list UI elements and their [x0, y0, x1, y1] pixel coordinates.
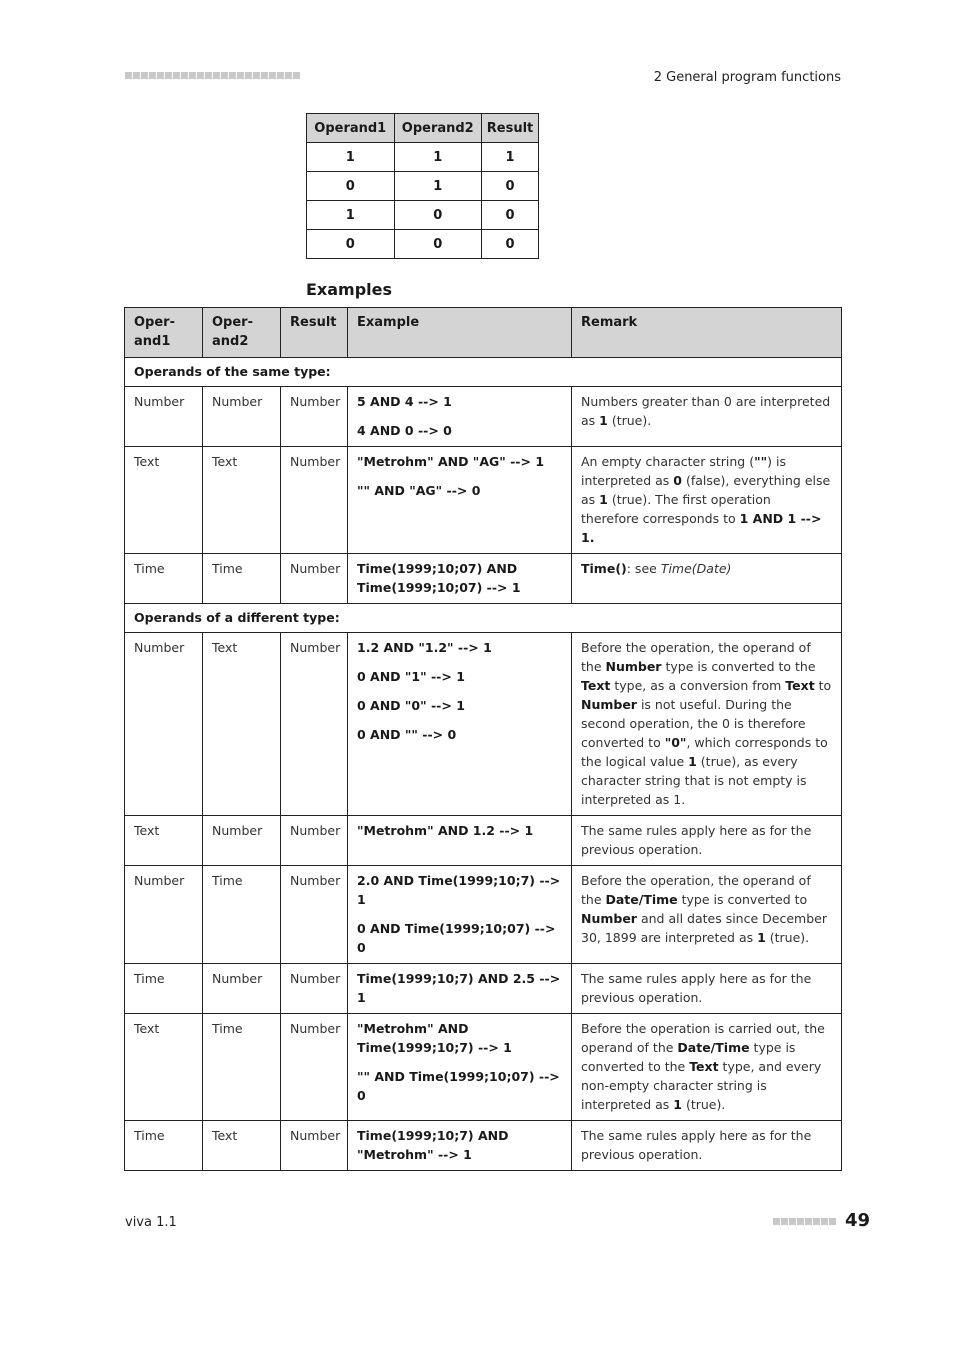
remark-text: Time(): [581, 561, 627, 576]
truth-row: [307, 201, 539, 230]
remark-text: 1: [757, 930, 766, 945]
remark-text: "0": [664, 735, 687, 750]
remark-text: type is converted to the: [581, 1040, 796, 1074]
section-row: [125, 358, 842, 387]
remark-text: , which corresponds to the logical value: [581, 735, 828, 769]
table-row: [125, 387, 842, 447]
col-header-remark: Remark: [572, 308, 842, 358]
truth-header-operand1: Operand1: [307, 114, 395, 143]
truth-cell: 1: [307, 201, 395, 230]
cell-remark: [572, 447, 842, 554]
cell-op1: Number: [125, 866, 203, 964]
decoration-square: [781, 1218, 788, 1225]
cell-example: [348, 1121, 572, 1171]
remark-text: Text: [689, 1059, 719, 1074]
cell-remark: [572, 816, 842, 866]
decoration-square: [125, 72, 132, 79]
remark-text: The same rules apply here as for the previous operation.: [581, 971, 812, 1005]
remark-text: is not useful. During the second operation, the 0 is therefore converted to: [581, 697, 806, 750]
remark-text: An empty character string (: [581, 454, 755, 469]
remark-text: type, and every non-empty character string is interpreted as: [581, 1059, 822, 1112]
example-expression: Time(1999;10;7) AND 2.5 --> 1: [357, 971, 561, 1005]
example-expression: "Metrohm" AND Time(1999;10;7) --> 1: [357, 1021, 512, 1055]
decoration-square: [277, 72, 284, 79]
example-expression: 4 AND 0 --> 0: [357, 423, 452, 438]
example-expression: 0 AND "0" --> 1: [357, 698, 465, 713]
decoration-square: [285, 72, 292, 79]
col-header-result: Result: [281, 308, 348, 358]
example-expression: 1.2 AND "1.2" --> 1: [357, 640, 492, 655]
decoration-square: [205, 72, 212, 79]
decoration-square: [293, 72, 300, 79]
remark-text: type is converted to: [677, 892, 808, 907]
header-decoration: [125, 72, 300, 79]
cell-op2: Number: [203, 964, 281, 1014]
cell-op1: Text: [125, 1014, 203, 1121]
cell-op2: Time: [203, 866, 281, 964]
cell-remark: [572, 964, 842, 1014]
truth-cell: 0: [482, 201, 539, 230]
decoration-square: [789, 1218, 796, 1225]
example-expression: 0 AND Time(1999;10;07) --> 0: [357, 921, 556, 955]
section-label: Operands of the same type:: [125, 358, 842, 387]
cell-remark: [572, 633, 842, 816]
cell-op1: Number: [125, 633, 203, 816]
remark-text: Time(Date): [660, 561, 732, 576]
footer-decoration: [773, 1218, 836, 1225]
example-expression: Time(1999;10;07) AND Time(1999;10;07) --> 1: [357, 561, 521, 595]
page-number: 49: [845, 1210, 871, 1231]
decoration-square: [253, 72, 260, 79]
cell-op1: Time: [125, 964, 203, 1014]
truth-cell: 1: [394, 172, 482, 201]
cell-op2: Text: [203, 447, 281, 554]
cell-result: Number: [281, 866, 348, 964]
remark-text: 1: [673, 1097, 682, 1112]
example-expression: "Metrohm" AND 1.2 --> 1: [357, 823, 534, 838]
cell-result: Number: [281, 816, 348, 866]
remark-text: (true).: [607, 413, 652, 428]
remark-text: (false), everything else as: [581, 473, 831, 507]
truth-cell: 1: [307, 143, 395, 172]
section-label: Operands of a different type:: [125, 604, 842, 633]
example-expression: "" AND "AG" --> 0: [357, 483, 481, 498]
table-row: [125, 866, 842, 964]
table-row: [125, 447, 842, 554]
example-expression: 0 AND "1" --> 1: [357, 669, 465, 684]
remark-text: Before the operation is carried out, the operand of the: [581, 1021, 825, 1055]
remark-text: 0: [673, 473, 682, 488]
footer-product: viva 1.1: [125, 1215, 177, 1230]
decoration-square: [181, 72, 188, 79]
examples-table: [124, 307, 842, 1171]
remark-text: and all dates since December 30, 1899 are interpreted as: [581, 911, 827, 945]
remark-text: (true). The first operation therefore corresponds to: [581, 492, 771, 526]
decoration-square: [269, 72, 276, 79]
decoration-square: [797, 1218, 804, 1225]
remark-text: The same rules apply here as for the previous operation.: [581, 1128, 812, 1162]
cell-op2: Time: [203, 554, 281, 604]
decoration-square: [773, 1218, 780, 1225]
col-header-operand2: Oper- and2: [203, 308, 281, 358]
example-expression: "Metrohm" AND "AG" --> 1: [357, 454, 545, 469]
table-row: [125, 816, 842, 866]
truth-header-result: Result: [482, 114, 539, 143]
cell-remark: [572, 387, 842, 447]
remark-text: Text: [785, 678, 815, 693]
decoration-square: [173, 72, 180, 79]
truth-row: [307, 143, 539, 172]
cell-op2: Number: [203, 387, 281, 447]
decoration-square: [157, 72, 164, 79]
remark-text: 1: [599, 492, 608, 507]
cell-result: Number: [281, 554, 348, 604]
decoration-square: [197, 72, 204, 79]
example-expression: 5 AND 4 --> 1: [357, 394, 452, 409]
cell-op2: Text: [203, 633, 281, 816]
remark-text: Text: [581, 678, 611, 693]
truth-cell: 1: [394, 143, 482, 172]
decoration-square: [221, 72, 228, 79]
remark-text: Number: [605, 659, 662, 674]
example-expression: "" AND Time(1999;10;07) --> 0: [357, 1069, 560, 1103]
table-row: [125, 964, 842, 1014]
cell-example: [348, 447, 572, 554]
remark-text: Numbers greater than 0 are interpreted as: [581, 394, 831, 428]
example-expression: 2.0 AND Time(1999;10;7) --> 1: [357, 873, 561, 907]
cell-op1: Time: [125, 1121, 203, 1171]
table-row: [125, 1014, 842, 1121]
col-header-example: Example: [348, 308, 572, 358]
truth-cell: 0: [482, 230, 539, 259]
remark-text: 1: [599, 413, 608, 428]
decoration-square: [245, 72, 252, 79]
cell-op1: Text: [125, 816, 203, 866]
cell-op1: Time: [125, 554, 203, 604]
table-row: [125, 633, 842, 816]
cell-result: Number: [281, 387, 348, 447]
cell-op1: Number: [125, 387, 203, 447]
cell-op1: Text: [125, 447, 203, 554]
remark-text: Number: [581, 697, 637, 712]
cell-result: Number: [281, 1121, 348, 1171]
remark-text: ) is interpreted as: [581, 454, 786, 488]
decoration-square: [149, 72, 156, 79]
cell-remark: [572, 1121, 842, 1171]
remark-text: 1: [688, 754, 697, 769]
remark-text: type, as a conversion from: [610, 678, 786, 693]
cell-remark: [572, 866, 842, 964]
truth-cell: 0: [307, 230, 395, 259]
remark-text: The same rules apply here as for the previous operation.: [581, 823, 812, 857]
decoration-square: [133, 72, 140, 79]
truth-table: [306, 113, 539, 259]
cell-result: Number: [281, 964, 348, 1014]
examples-heading: Examples: [306, 280, 393, 299]
cell-op2: Text: [203, 1121, 281, 1171]
decoration-square: [805, 1218, 812, 1225]
truth-cell: 0: [394, 201, 482, 230]
truth-cell: 0: [482, 172, 539, 201]
decoration-square: [829, 1218, 836, 1225]
decoration-square: [229, 72, 236, 79]
decoration-square: [821, 1218, 828, 1225]
remark-text: Before the operation, the operand of the: [581, 640, 811, 674]
remark-text: 1 AND 1 --> 1.: [581, 511, 822, 545]
example-expression: Time(1999;10;7) AND "Metrohm" --> 1: [357, 1128, 509, 1162]
decoration-square: [189, 72, 196, 79]
section-row: [125, 604, 842, 633]
cell-result: Number: [281, 447, 348, 554]
cell-example: [348, 387, 572, 447]
cell-result: Number: [281, 633, 348, 816]
remark-text: Date/Time: [677, 1040, 750, 1055]
cell-op2: Number: [203, 816, 281, 866]
cell-remark: [572, 554, 842, 604]
cell-remark: [572, 1014, 842, 1121]
remark-text: Number: [581, 911, 637, 926]
cell-result: Number: [281, 1014, 348, 1121]
truth-cell: 0: [307, 172, 395, 201]
remark-text: "": [754, 454, 768, 469]
decoration-square: [141, 72, 148, 79]
decoration-square: [213, 72, 220, 79]
remark-text: Date/Time: [605, 892, 678, 907]
decoration-square: [237, 72, 244, 79]
cell-example: [348, 554, 572, 604]
truth-cell: 0: [394, 230, 482, 259]
remark-text: : see: [626, 561, 661, 576]
cell-example: [348, 633, 572, 816]
truth-header-operand2: Operand2: [394, 114, 482, 143]
remark-text: (true).: [765, 930, 810, 945]
cell-example: [348, 964, 572, 1014]
example-expression: 0 AND "" --> 0: [357, 727, 457, 742]
remark-text: type is converted to the: [661, 659, 816, 674]
cell-example: [348, 1014, 572, 1121]
remark-text: to: [814, 678, 832, 693]
remark-text: (true), as every character string that is not empty is interpreted as 1.: [581, 754, 807, 807]
col-header-operand1: Oper- and1: [125, 308, 203, 358]
table-row: [125, 554, 842, 604]
decoration-square: [165, 72, 172, 79]
decoration-square: [813, 1218, 820, 1225]
cell-op2: Time: [203, 1014, 281, 1121]
table-row: [125, 1121, 842, 1171]
running-header: 2 General program functions: [653, 70, 841, 85]
cell-example: [348, 816, 572, 866]
truth-row: [307, 172, 539, 201]
cell-example: [348, 866, 572, 964]
truth-row: [307, 230, 539, 259]
remark-text: Before the operation, the operand of the: [581, 873, 811, 907]
remark-text: (true).: [681, 1097, 726, 1112]
decoration-square: [261, 72, 268, 79]
truth-cell: 1: [482, 143, 539, 172]
